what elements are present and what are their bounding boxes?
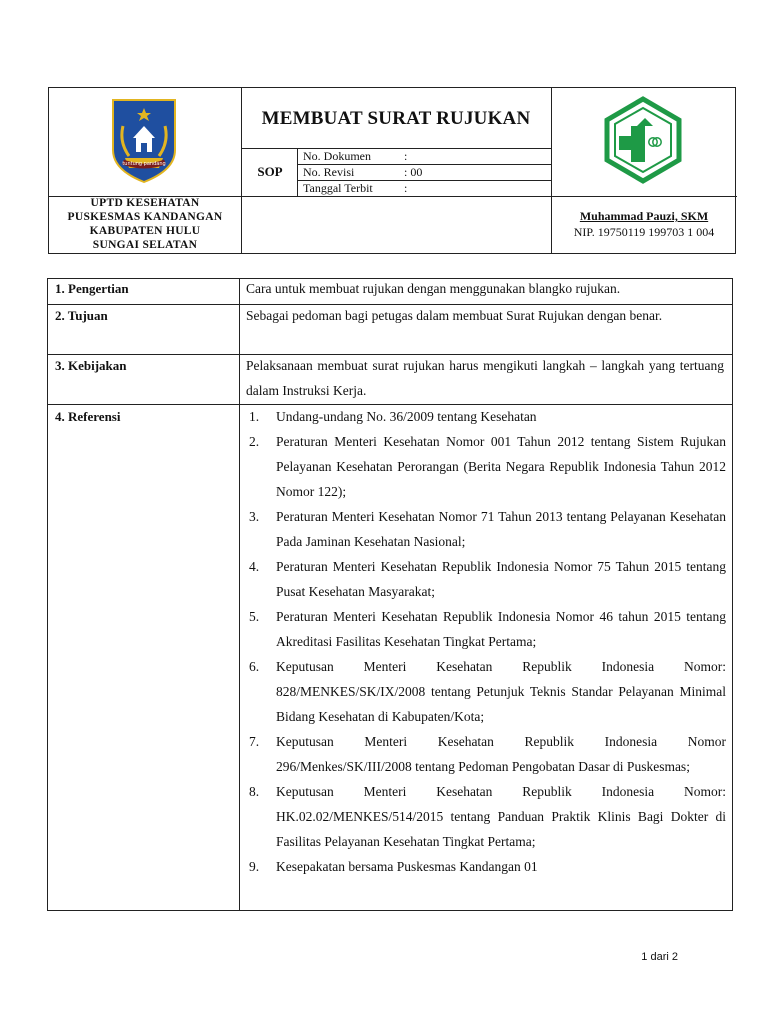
sop-label: SOP [257, 164, 283, 179]
meta-value: : [404, 181, 408, 195]
list-item-text: Peraturan Menteri Kesehatan Republik Indonesia Nomor 75 Tahun 2015 tentang Pusat Kesehatan Masyarakat; [276, 559, 726, 599]
organization-name [49, 196, 241, 252]
section-text-pengertian: Cara untuk membuat rujukan dengan menggunakan blangko rujukan. [246, 281, 621, 296]
section-label-pengertian: 1. Pengertian [55, 281, 129, 296]
list-item-number: 6. [249, 659, 260, 674]
list-item-number: 2. [249, 434, 260, 449]
section-label-referensi: 4. Referensi [55, 409, 121, 424]
list-item [246, 429, 726, 504]
list-item-text: Peraturan Menteri Kesehatan Nomor 71 Tahun 2013 tentang Pelayanan Kesehatan Pada Jaminan Kesehatan Nasional; [276, 509, 726, 549]
signatory-block [551, 208, 737, 240]
list-item-number: 5. [249, 609, 260, 624]
list-item-text: Peraturan Menteri Kesehatan Nomor 001 Tahun 2012 tentang Sistem Rujukan Pelayanan Kesehatan Perorangan (Berita Negara Republik Indonesia Tahun 2012 Nomor 122); [276, 434, 726, 499]
list-item [246, 554, 726, 604]
list-item [246, 604, 726, 654]
org-line: KABUPATEN HULU [89, 225, 201, 237]
svg-text:tuntung pandang: tuntung pandang [122, 161, 166, 167]
section-label-kebijakan: 3. Kebijakan [55, 358, 127, 373]
list-item [246, 854, 726, 879]
list-item-number: 9. [249, 859, 260, 874]
list-item [246, 729, 726, 779]
list-item-number: 4. [249, 559, 260, 574]
list-item-text: Keputusan Menteri Kesehatan Republik Indonesia Nomor 296/Menkes/SK/III/2008 tentang Pedoman Pengobatan Dasar di Puskesmas; [276, 734, 726, 774]
header-divider [551, 196, 737, 197]
list-item-number: 7. [249, 734, 260, 749]
list-item-text: Kesepakatan bersama Puskesmas Kandangan 01 [276, 859, 538, 874]
header-divider [241, 148, 551, 149]
signatory-name: Muhammad Pauzi, SKM [579, 209, 709, 223]
list-item-number: 3. [249, 509, 260, 524]
regency-emblem-icon [111, 98, 177, 184]
reference-list [246, 404, 726, 879]
meta-label: Tanggal Terbit [303, 181, 373, 195]
puskesmas-logo-icon [601, 96, 685, 184]
list-item-text: Keputusan Menteri Kesehatan Republik Indonesia Nomor: 828/MENKES/SK/IX/2008 tentang Petunjuk Teknis Standar Pelayanan Minimal Bidang Kesehatan di Kabupaten/Kota; [276, 659, 726, 724]
document-title: MEMBUAT SURAT RUJUKAN [261, 108, 531, 129]
list-item-text: Keputusan Menteri Kesehatan Republik Indonesia Nomor: HK.02.02/MENKES/514/2015 tentang Panduan Praktik Klinis Bagi Dokter di Fasilitas Pelayanan Kesehatan Tingkat Pertama; [276, 784, 726, 849]
document-header [48, 87, 736, 254]
org-line: UPTD KESEHATAN [90, 197, 200, 209]
list-item-number: 1. [249, 409, 260, 424]
list-item-text: Peraturan Menteri Kesehatan Republik Indonesia Nomor 46 tahun 2015 tentang Akreditasi Fasilitas Kesehatan Tingkat Pertama; [276, 609, 726, 649]
section-label-tujuan: 2. Tujuan [55, 308, 108, 323]
org-line: PUSKESMAS KANDANGAN [67, 211, 223, 223]
section-text-tujuan: Sebagai pedoman bagi petugas dalam membuat Surat Rujukan dengan benar. [246, 308, 663, 323]
section-text-kebijakan: Pelaksanaan membuat surat rujukan harus mengikuti langkah – langkah yang tertuang dalam Instruksi Kerja. [246, 358, 724, 398]
meta-value: : [404, 149, 408, 163]
sop-content-table [47, 278, 733, 911]
header-divider [241, 88, 242, 253]
meta-label: No. Dokumen [303, 149, 371, 163]
list-item [246, 779, 726, 854]
meta-value: : 00 [404, 165, 423, 179]
list-item-number: 8. [249, 784, 260, 799]
header-divider [297, 148, 298, 196]
list-item [246, 404, 726, 429]
meta-label: No. Revisi [303, 165, 355, 179]
page-number: 1 dari 2 [641, 951, 678, 963]
signatory-nip: NIP. 19750119 199703 1 004 [573, 225, 715, 239]
list-item-text: Undang-undang No. 36/2009 tentang Kesehatan [276, 409, 537, 424]
list-item [246, 504, 726, 554]
list-item [246, 654, 726, 729]
column-divider [239, 279, 240, 910]
org-line: SUNGAI SELATAN [92, 239, 198, 251]
